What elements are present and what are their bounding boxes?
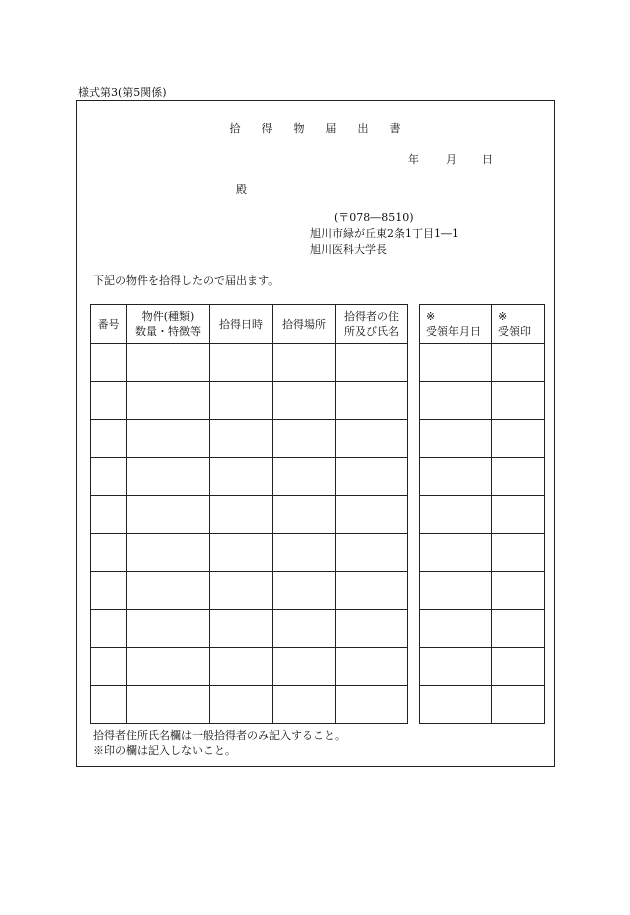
receipt-cell[interactable] [492,458,545,496]
receipt-cell[interactable] [492,420,545,458]
entry-cell[interactable] [127,344,210,382]
entry-cell[interactable] [91,382,127,420]
table-row [91,496,408,534]
receipt-cell[interactable] [420,648,492,686]
entry-cell[interactable] [210,648,273,686]
footer-note-2: ※印の欄は記入しないこと。 [93,744,236,757]
received-seal-label: 受領印 [498,325,531,338]
receipt-cell[interactable] [492,610,545,648]
receipt-cell[interactable] [492,686,545,724]
table-row [91,648,408,686]
receipt-cell[interactable] [492,572,545,610]
entry-cell[interactable] [336,534,408,572]
entry-cell[interactable] [336,648,408,686]
received-date-label: 受領年月日 [426,325,481,338]
receipt-table [419,304,545,724]
entry-cell[interactable] [127,420,210,458]
entry-cell[interactable] [127,648,210,686]
entry-cell[interactable] [336,344,408,382]
entry-cell[interactable] [336,458,408,496]
entry-cell[interactable] [91,344,127,382]
date-year: 年 [408,153,419,166]
entry-cell[interactable] [336,496,408,534]
header-received-seal [492,305,545,344]
receipt-cell[interactable] [492,496,545,534]
entry-cell[interactable] [127,686,210,724]
title-char: 書 [389,122,401,135]
form-title [0,120,630,136]
form-number-label: 様式第3(第5関係) [78,86,167,99]
entry-cell[interactable] [210,458,273,496]
entry-cell[interactable] [273,686,336,724]
date-day: 日 [482,153,493,166]
table-body [91,344,408,724]
entry-cell[interactable] [91,534,127,572]
entry-cell[interactable] [91,686,127,724]
title-char: 出 [357,122,369,135]
notice-text: 下記の物件を拾得したので届出ます。 [93,274,280,287]
receipt-cell[interactable] [420,496,492,534]
table-header-row [91,305,408,344]
receipt-cell[interactable] [492,382,545,420]
header-finder [336,305,408,344]
entry-cell[interactable] [336,420,408,458]
receipt-row [420,648,545,686]
sender-postal: (〒078―8510) [334,211,414,224]
receipt-cell[interactable] [420,610,492,648]
entry-cell[interactable] [273,572,336,610]
entry-cell[interactable] [91,572,127,610]
entry-cell[interactable] [91,496,127,534]
title-char: 物 [293,122,305,135]
header-number: 番号 [91,305,127,344]
table-row [91,420,408,458]
table-row [91,344,408,382]
receipt-row [420,420,545,458]
footer-notes [93,728,346,758]
entry-cell[interactable] [210,610,273,648]
receipt-row [420,610,545,648]
receipt-cell[interactable] [420,458,492,496]
header-item-line2: 数量・特徴等 [135,325,201,338]
receipt-cell[interactable] [420,686,492,724]
header-found-place: 拾得場所 [273,305,336,344]
entry-cell[interactable] [127,382,210,420]
receipt-row [420,572,545,610]
entry-cell[interactable] [127,458,210,496]
receipt-row [420,344,545,382]
title-char: 拾 [229,122,241,135]
entry-cell[interactable] [127,610,210,648]
entry-cell[interactable] [91,458,127,496]
table-row [91,458,408,496]
entry-cell[interactable] [336,610,408,648]
sender-address: 旭川市緑が丘東2条1丁目1―1 [310,227,459,240]
header-finder-line2: 所及び氏名 [344,325,399,338]
entry-cell[interactable] [273,420,336,458]
receipt-cell[interactable] [420,572,492,610]
receipt-cell[interactable] [492,534,545,572]
footer-note-1: 拾得者住所氏名欄は一般拾得者のみ記入すること。 [93,729,346,742]
mark-2: ※ [498,310,508,323]
header-item [127,305,210,344]
entry-cell[interactable] [273,382,336,420]
header-received-date [420,305,492,344]
entry-cell[interactable] [127,572,210,610]
entry-cell[interactable] [273,344,336,382]
title-char: 得 [261,122,273,135]
table-row [91,382,408,420]
entry-cell[interactable] [210,382,273,420]
receipt-row [420,686,545,724]
entry-cell[interactable] [273,458,336,496]
header-found-datetime: 拾得日時 [210,305,273,344]
table-row [91,572,408,610]
entry-cell[interactable] [210,344,273,382]
sender-block [310,210,459,258]
receipt-row [420,458,545,496]
receipt-cell[interactable] [420,344,492,382]
receipt-row [420,382,545,420]
receipt-row [420,496,545,534]
receipt-cell[interactable] [420,534,492,572]
table-row [91,610,408,648]
sender-name: 旭川医科大学長 [310,243,387,256]
entry-cell[interactable] [273,534,336,572]
receipt-row [420,534,545,572]
mark-1: ※ [426,310,436,323]
date-month: 月 [446,153,457,166]
entry-cell[interactable] [273,496,336,534]
title-char: 届 [325,122,337,135]
table-row [91,686,408,724]
entry-cell[interactable] [336,382,408,420]
entry-cell[interactable] [273,648,336,686]
entry-cell[interactable] [91,420,127,458]
table-row [91,534,408,572]
receipt-body [420,344,545,724]
entry-cell[interactable] [210,496,273,534]
receipt-cell[interactable] [420,382,492,420]
date-line [408,151,493,167]
entry-cell[interactable] [210,534,273,572]
entry-cell[interactable] [91,610,127,648]
found-items-table [90,304,408,724]
receipt-cell[interactable] [492,648,545,686]
entry-cell[interactable] [210,686,273,724]
header-item-line1: 物件(種類) [141,310,195,323]
entry-cell[interactable] [127,534,210,572]
entry-cell[interactable] [273,610,336,648]
entry-cell[interactable] [127,496,210,534]
receipt-header-row [420,305,545,344]
entry-cell[interactable] [210,420,273,458]
entry-cell[interactable] [210,572,273,610]
entry-cell[interactable] [336,686,408,724]
addressee: 殿 [236,183,247,196]
entry-cell[interactable] [336,572,408,610]
receipt-cell[interactable] [420,420,492,458]
header-finder-line1: 拾得者の住 [344,310,399,323]
entry-cell[interactable] [91,648,127,686]
receipt-cell[interactable] [492,344,545,382]
